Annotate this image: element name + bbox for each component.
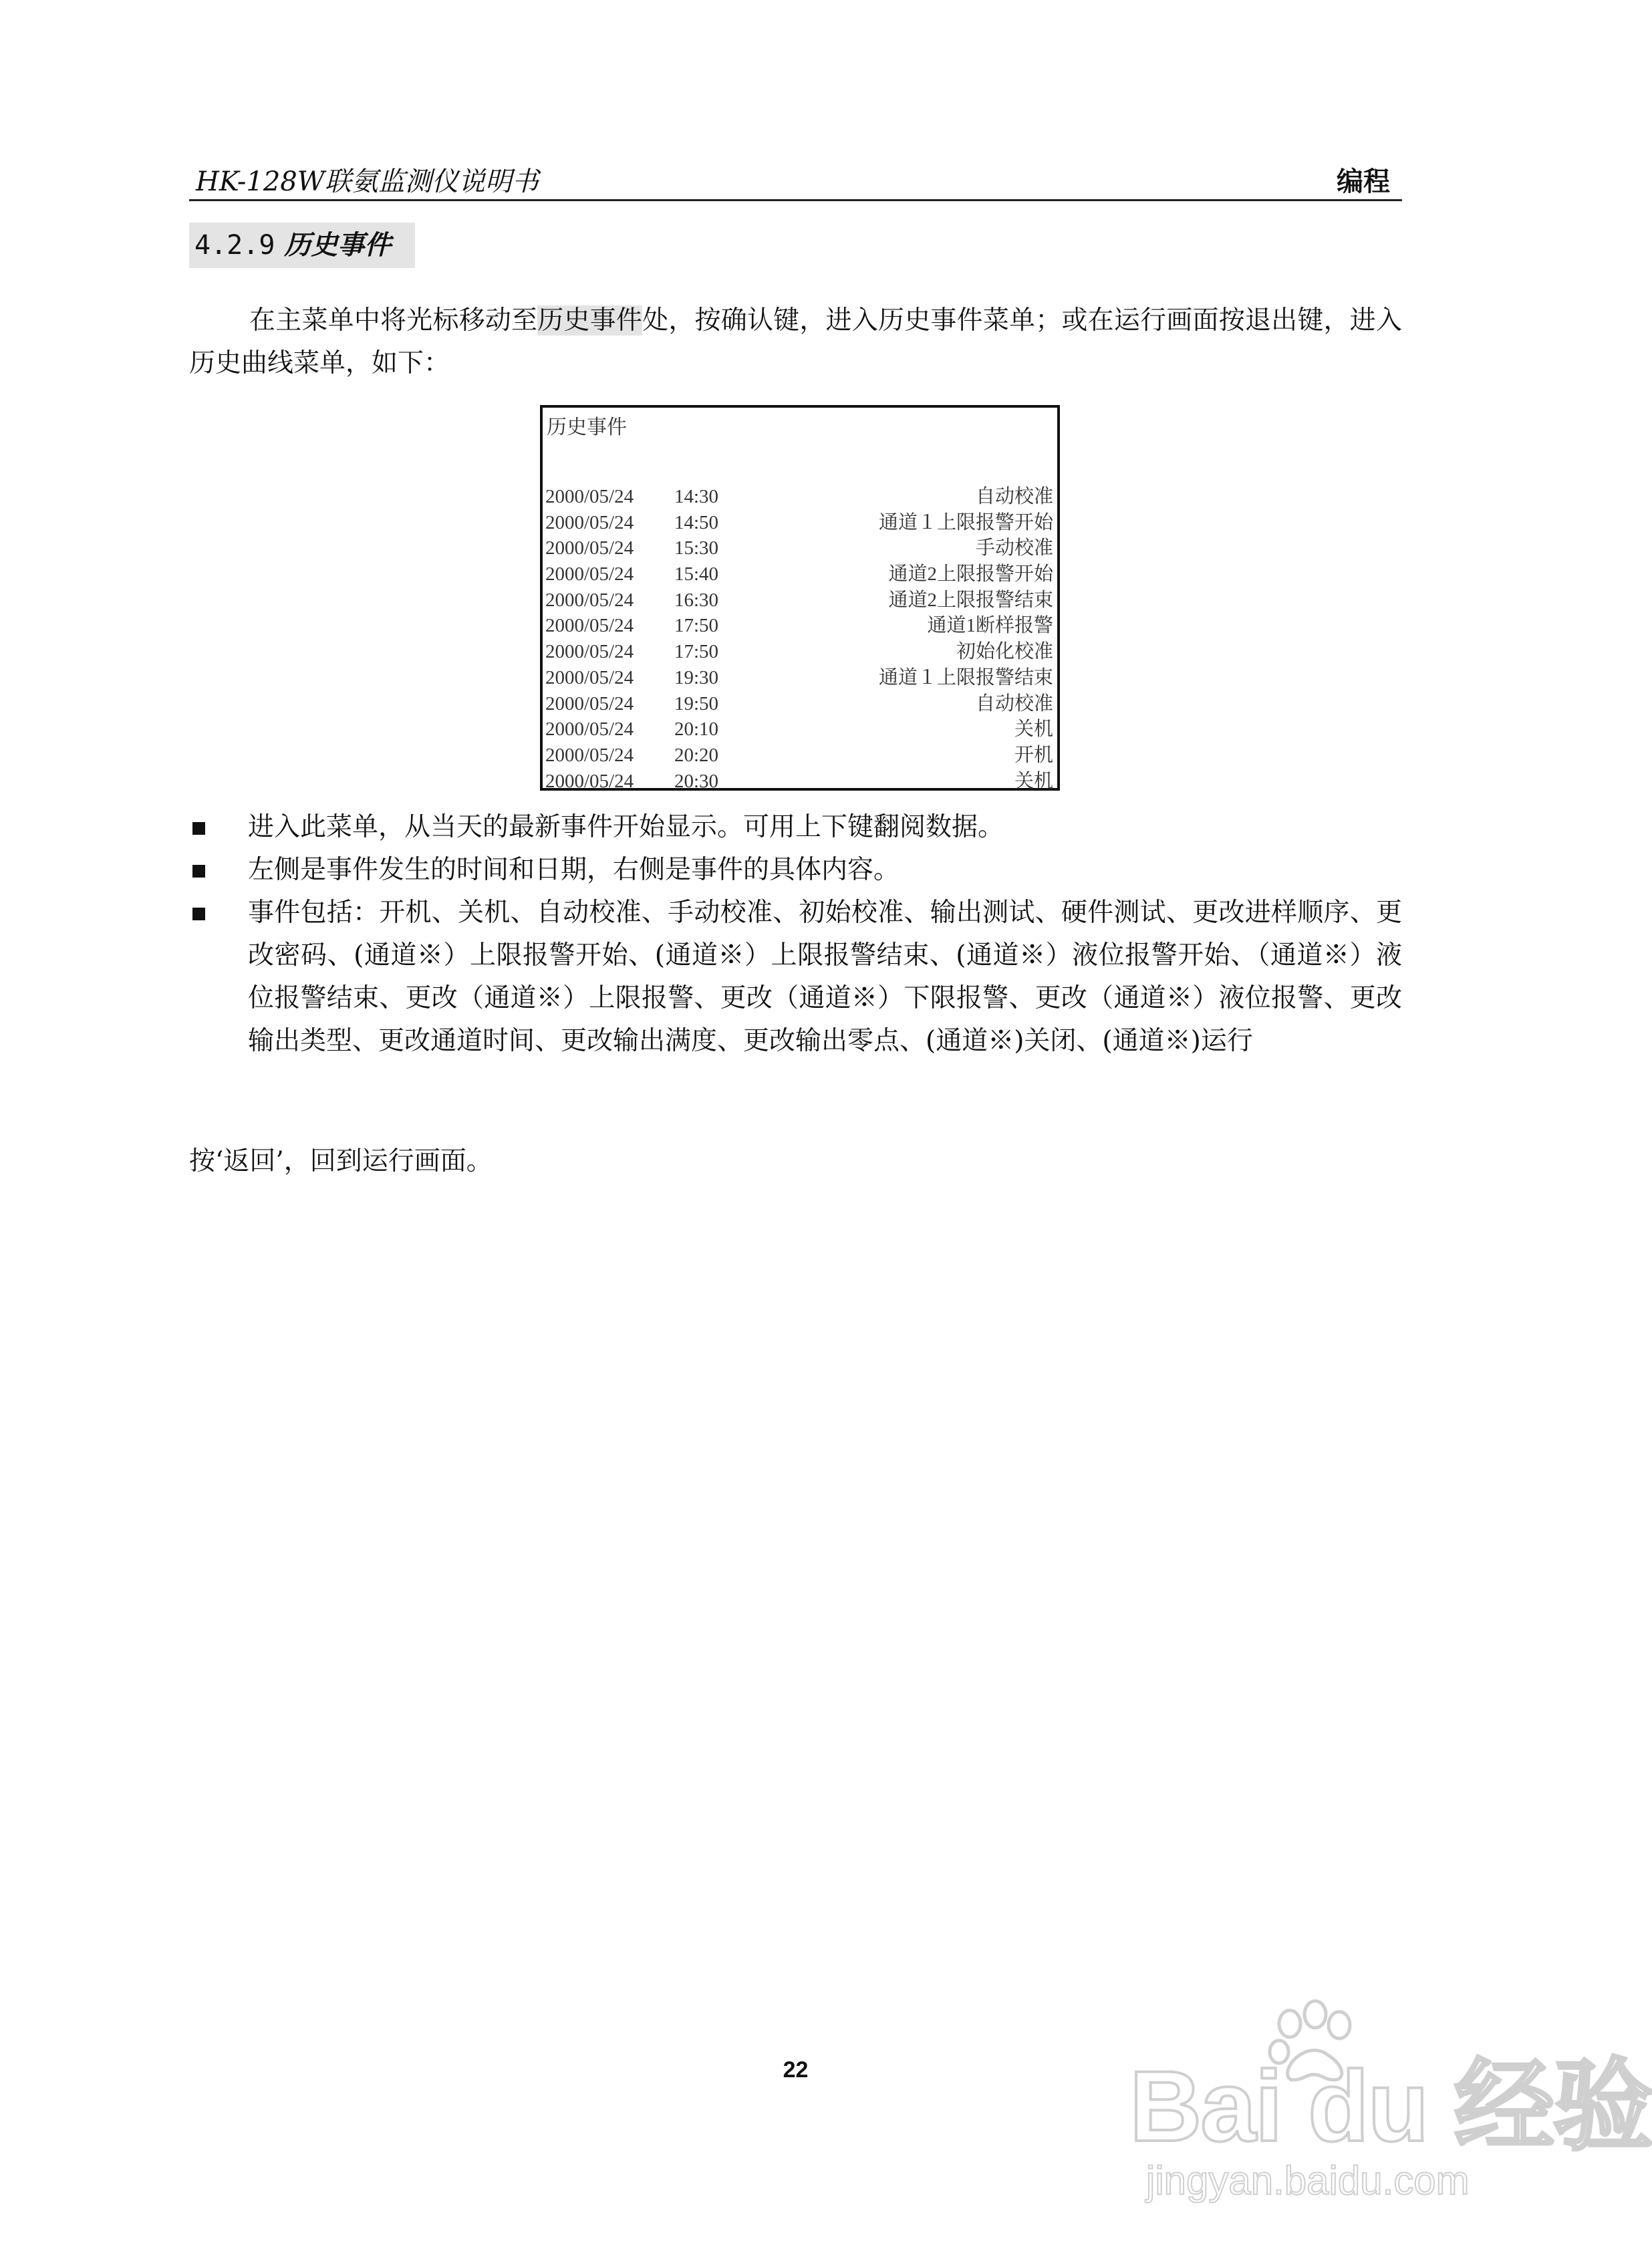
bullet-list xyxy=(189,806,1402,1063)
event-time: 15:40 xyxy=(674,563,719,585)
event-list xyxy=(545,484,1053,794)
event-row xyxy=(545,613,1053,639)
section-number: 4.2.9 xyxy=(194,230,275,261)
square-bullet-icon xyxy=(192,865,205,878)
event-time: 17:50 xyxy=(674,615,719,637)
event-date: 2000/05/24 xyxy=(545,692,634,714)
event-date: 2000/05/24 xyxy=(545,744,634,766)
event-date: 2000/05/24 xyxy=(545,511,634,533)
event-time: 14:50 xyxy=(674,511,719,533)
event-time: 20:30 xyxy=(674,770,719,792)
event-description: 通道１上限报警开始 xyxy=(878,511,1053,533)
square-bullet-icon xyxy=(192,822,205,835)
event-time: 20:10 xyxy=(674,718,719,741)
event-row xyxy=(545,535,1053,561)
event-row xyxy=(545,743,1053,769)
event-row xyxy=(545,587,1053,614)
event-row xyxy=(545,665,1053,691)
event-date: 2000/05/24 xyxy=(545,537,634,559)
event-date: 2000/05/24 xyxy=(545,589,634,611)
section-title: 历史事件 xyxy=(284,230,392,261)
event-description: 通道1断样报警 xyxy=(927,615,1053,637)
event-time: 20:20 xyxy=(674,744,719,766)
bullet-text: 左侧是事件发生的时间和日期，右侧是事件的具体内容。 xyxy=(248,855,900,885)
event-date: 2000/05/24 xyxy=(545,718,634,741)
event-date: 2000/05/24 xyxy=(545,486,634,507)
bullet-text: 进入此菜单，从当天的最新事件开始显示。可用上下键翻阅数据。 xyxy=(248,812,1004,842)
event-time: 19:30 xyxy=(674,666,719,688)
event-description: 通道１上限报警结束 xyxy=(878,666,1053,688)
bullet-item xyxy=(189,849,1402,892)
event-row xyxy=(545,639,1053,665)
event-description: 手动校准 xyxy=(975,537,1053,559)
bullet-item xyxy=(189,806,1402,849)
event-date: 2000/05/24 xyxy=(545,563,634,585)
event-time: 14:30 xyxy=(674,486,719,507)
bullet-text: 事件包括：开机、关机、自动校准、手动校准、初始校准、输出测试、硬件测试、更改进样顺序、更改密码、(通道※）上限报警开始、(通道※）上限报警结束、(通道※）液位报警开始、（通道※）液位报警结束、更改（通道※）上限报警、更改（通道※）下限报警、更改（通道※）液位报警、更改输出类型、更改通道时间、更改输出满度、更改输出零点、(通道※)关闭、(通道※)运行 xyxy=(248,898,1402,1056)
screen-title: 历史事件 xyxy=(547,416,627,438)
square-bullet-icon xyxy=(192,908,205,920)
intro-text-after: 处，按确认键，进入历史事件菜单；或在运行画面按退出键，进入历史曲线菜单，如下： xyxy=(189,305,1402,378)
bullet-item xyxy=(189,892,1402,1063)
event-time: 17:50 xyxy=(674,641,719,663)
event-row xyxy=(545,484,1053,510)
section-heading xyxy=(189,223,415,268)
intro-text-before: 在主菜单中将光标移动至 xyxy=(249,305,538,336)
event-description: 开机 xyxy=(1014,744,1053,766)
event-description: 自动校准 xyxy=(975,692,1053,714)
event-date: 2000/05/24 xyxy=(545,770,634,792)
event-description: 关机 xyxy=(1014,718,1053,741)
event-date: 2000/05/24 xyxy=(545,615,634,637)
event-date: 2000/05/24 xyxy=(545,641,634,663)
chapter-label: 编程 xyxy=(1337,166,1390,197)
event-description: 通道2上限报警开始 xyxy=(888,563,1053,585)
watermark-url: jingyan.baidu.com xyxy=(1146,2158,1470,2203)
event-time: 19:50 xyxy=(674,692,719,714)
return-instruction: 按‘返回’，回到运行画面。 xyxy=(189,1146,493,1176)
event-row xyxy=(545,716,1053,743)
event-time: 15:30 xyxy=(674,537,719,559)
event-date: 2000/05/24 xyxy=(545,666,634,688)
event-row xyxy=(545,769,1053,795)
watermark-logo: Bai du 经验 xyxy=(1129,2050,1652,2162)
event-row xyxy=(545,691,1053,717)
event-row xyxy=(545,510,1053,536)
event-time: 16:30 xyxy=(674,589,719,611)
event-description: 自动校准 xyxy=(975,486,1053,507)
page-header xyxy=(189,152,1402,201)
event-description: 关机 xyxy=(1014,770,1053,792)
page-number: 22 xyxy=(783,2057,809,2083)
event-description: 通道2上限报警结束 xyxy=(888,589,1053,611)
event-row xyxy=(545,561,1053,587)
document-title: HK-128W联氨监测仪说明书 xyxy=(196,166,539,197)
baidu-watermark xyxy=(1129,1998,1652,2212)
intro-highlight: 历史事件 xyxy=(537,305,643,336)
event-description: 初始化校准 xyxy=(956,641,1053,663)
history-events-screen xyxy=(540,405,1060,791)
intro-paragraph xyxy=(189,299,1402,385)
